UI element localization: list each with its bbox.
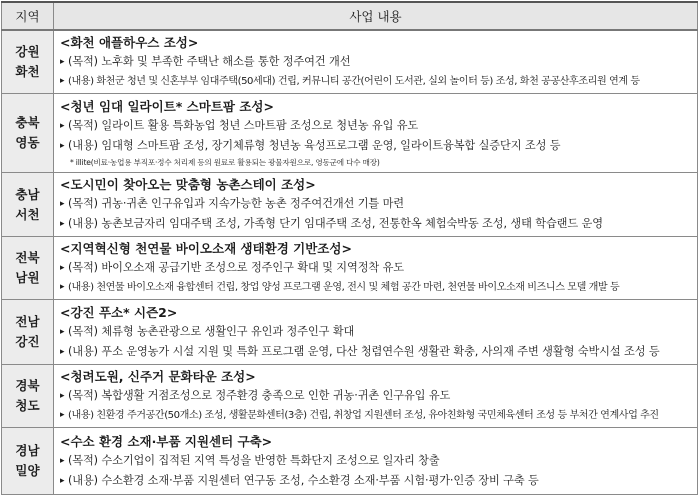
region-county: 남원: [15, 270, 40, 285]
purpose-line: [60, 52, 693, 72]
table-row: [2, 300, 698, 365]
table-row: [2, 428, 698, 495]
arrow-icon: ▸: [60, 140, 65, 151]
purpose-line: [60, 116, 693, 136]
purpose-line: [60, 322, 693, 342]
region-province: 전북: [15, 250, 40, 265]
table-row: [2, 173, 698, 237]
detail-line: [60, 471, 693, 491]
purpose-text: (목적) 귀농·귀촌 인구유입과 지속가능한 농촌 정주여건개선 기틀 마련: [68, 197, 404, 210]
arrow-icon: ▸: [60, 120, 65, 131]
detail-text: (내용) 농촌보금자리 임대주택 조성, 가족형 단기 임대주택 조성, 전통한옥 체험숙박동 조성, 생태 학습랜드 운영: [68, 217, 603, 230]
detail-text: (내용) 임대형 스마트팜 조성, 장기체류형 청년농 육성프로그램 운영, 일라이트융복합 실증단지 조성 등: [68, 138, 561, 152]
region-cell: [2, 428, 54, 495]
detail-line: [60, 278, 693, 297]
table-row: [2, 237, 698, 300]
purpose-line: [60, 451, 693, 471]
content-cell: [54, 30, 698, 94]
region-county: 밀양: [15, 463, 40, 478]
arrow-icon: ▸: [60, 326, 65, 337]
arrow-icon: ▸: [60, 410, 65, 420]
detail-line: [60, 342, 693, 362]
arrow-icon: ▸: [60, 57, 65, 67]
region-county: 화천: [15, 64, 40, 79]
project-title: <지역혁신형 천연물 바이오소재 생태환경 기반조성>: [60, 241, 352, 256]
purpose-line: [60, 258, 693, 278]
detail-text: (내용) 친환경 주거공간(50개소) 조성, 생활문화센터(3층) 건립, 취창업 지원센터 조성, 유아친화형 국민체육센터 조성 등 부처간 연계사업 추진: [68, 410, 659, 421]
content-cell: [54, 237, 698, 300]
region-cell: [2, 94, 54, 173]
arrow-icon: ▸: [60, 282, 65, 292]
region-cell: [2, 30, 54, 94]
detail-line: [60, 214, 693, 234]
region-province: 경남: [15, 443, 40, 458]
content-cell: [54, 365, 698, 428]
purpose-text: (목적) 노후화 및 부족한 주택난 해소를 통한 정주여건 개선: [68, 55, 351, 68]
arrow-icon: ▸: [60, 391, 65, 401]
region-cell: [2, 173, 54, 237]
region-county: 강진: [15, 334, 40, 349]
detail-text: (내용) 수소환경 소재·부품 지원센터 연구동 조성, 수소환경 소재·부품 시험·평가·인증 장비 구축 등: [68, 473, 539, 487]
detail-line: [60, 72, 693, 91]
content-cell: [54, 428, 698, 495]
header-region: 지역: [2, 2, 54, 30]
project-table-container: [1, 1, 697, 495]
region-province: 경북: [15, 378, 40, 393]
content-cell: [54, 94, 698, 173]
arrow-icon: ▸: [60, 346, 65, 357]
region-province: 강원: [15, 44, 40, 59]
detail-text: (내용) 천연물 바이오소재 융합센터 건립, 창업 양성 프로그램 운영, 전시 및 체험 공간 마련, 천연물 바이오소재 비즈니스 모델 개발 등: [68, 282, 620, 293]
header-content: 사업 내용: [54, 2, 698, 30]
detail-text: (내용) 푸소 운영농가 시설 지원 및 특화 프로그램 운영, 다산 청렴연수원 생활관 확충, 사의재 주변 생활형 숙박시설 조성 등: [68, 344, 660, 358]
project-title: <청년 임대 일라이트* 스마트팜 조성>: [60, 98, 274, 114]
region-county: 청도: [15, 398, 40, 413]
region-province: 전남: [15, 314, 40, 329]
region-province: 충북: [15, 115, 40, 130]
content-cell: [54, 300, 698, 365]
table-header-row: [2, 2, 698, 30]
project-title: <강진 푸소* 시즌2>: [60, 304, 178, 320]
purpose-text: (목적) 바이오소재 공급기반 조성으로 정주인구 확대 및 지역정착 유도: [68, 261, 404, 274]
purpose-line: [60, 386, 693, 406]
region-county: 영동: [15, 135, 40, 150]
purpose-text: (목적) 수소기업이 집적된 지역 특성을 반영한 특화단지 조성으로 일자리 창출: [68, 453, 440, 467]
region-cell: [2, 365, 54, 428]
purpose-text: (목적) 체류형 농촌관광으로 생활인구 유인과 정주인구 확대: [68, 324, 355, 338]
arrow-icon: ▸: [60, 199, 65, 209]
detail-text: (내용) 화천군 청년 및 신혼부부 임대주택(50세대) 건립, 커뮤니티 공간(어린이 도서관, 실외 놀이터 등) 조성, 화천 공공산후조리원 연계 등: [68, 76, 640, 87]
arrow-icon: ▸: [60, 219, 65, 229]
content-cell: [54, 173, 698, 237]
project-title: <화천 애플하우스 조성>: [60, 35, 199, 50]
purpose-text: (목적) 일라이트 활용 특화농업 청년 스마트팜 조성으로 청년농 유입 유도: [68, 118, 419, 132]
arrow-icon: ▸: [60, 475, 65, 486]
region-cell: [2, 237, 54, 300]
project-title: <도시민이 찾아오는 맞춤형 농촌스테이 조성>: [60, 177, 316, 192]
project-title: <수소 환경 소재·부품 지원센터 구축>: [60, 433, 273, 449]
detail-line: [60, 406, 693, 425]
table-row: [2, 94, 698, 173]
table-row: [2, 365, 698, 428]
project-table: [1, 1, 698, 495]
arrow-icon: ▸: [60, 263, 65, 273]
arrow-icon: ▸: [60, 76, 65, 86]
region-province: 충남: [15, 186, 40, 202]
project-title: <청려도원, 신주거 문화타운 조성>: [60, 369, 256, 384]
region-county: 서천: [15, 206, 40, 222]
arrow-icon: ▸: [60, 455, 65, 466]
detail-line: [60, 136, 693, 156]
footnote: * illite(비료·농업용 부직포·정수 처리제 등의 원료로 활용되는 광물자원으로, 영동군에 다수 매장): [70, 157, 380, 167]
table-row: [2, 30, 698, 94]
purpose-line: [60, 194, 693, 214]
purpose-text: (목적) 복합생활 거점조성으로 정주환경 충족으로 인한 귀농·귀촌 인구유입 유도: [68, 389, 451, 402]
region-cell: [2, 300, 54, 365]
